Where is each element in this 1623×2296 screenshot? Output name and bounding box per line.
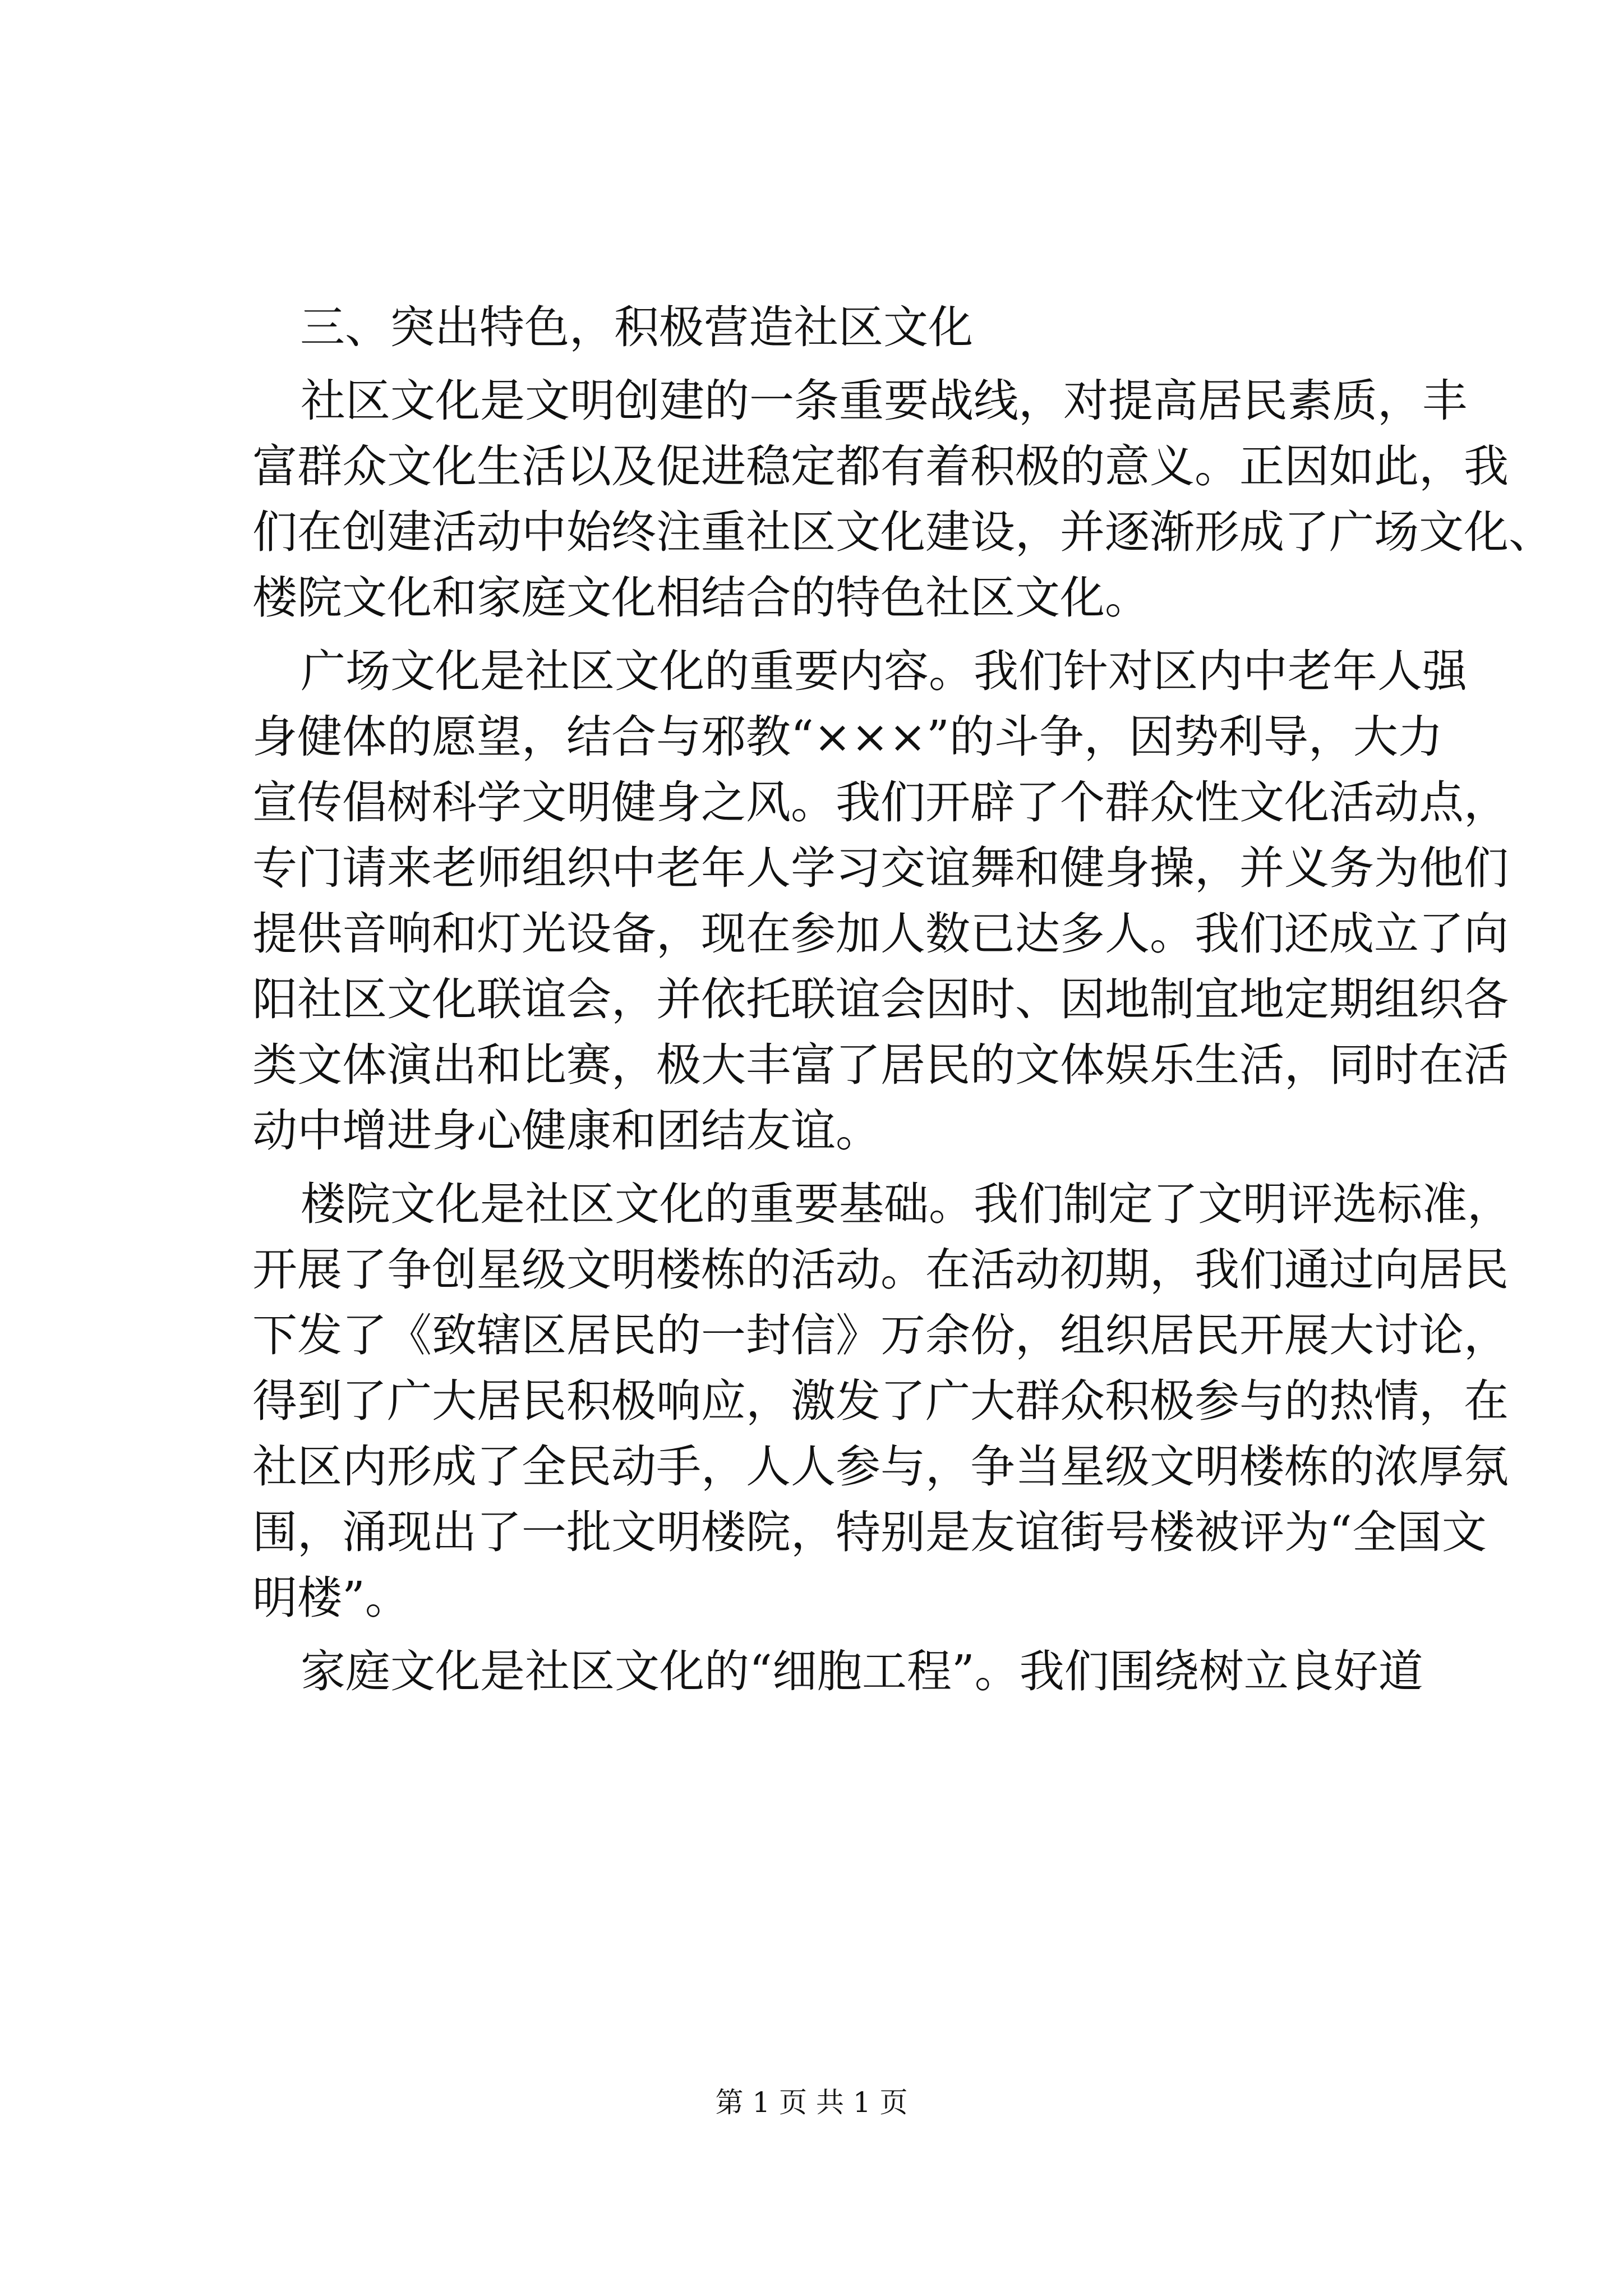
paragraph-line: 社区内形成了全民动手，人人参与，争当星级文明楼栋的浓厚氛: [252, 1441, 1509, 1493]
paragraph-line: 得到了广大居民积极响应，激发了广大群众积极参与的热情，在: [252, 1375, 1509, 1427]
paragraph-3: [252, 1171, 1512, 1631]
paragraph-2: [252, 638, 1509, 1163]
paragraph-line: 类文体演出和比赛，极大丰富了居民的文体娱乐生活，同时在活: [252, 1039, 1509, 1091]
paragraph-line: 提供音响和灯光设备，现在参加人数已达多人。我们还成立了向: [252, 908, 1509, 960]
paragraph-line: 们在创建活动中始终注重社区文化建设，并逐渐形成了广场文化、: [252, 506, 1553, 558]
paragraph-line: 身健体的愿望，结合与邪教“×××”的斗争，因势利导，大力: [252, 711, 1443, 763]
paragraph-line: 广场文化是社区文化的重要内容。我们针对区内中老年人强: [301, 645, 1467, 697]
paragraph-line: 社区文化是文明创建的一条重要战线，对提高居民素质，丰: [301, 375, 1467, 427]
paragraph-line: 动中增进身心健康和团结友谊。: [252, 1105, 880, 1157]
paragraph-line: 围，涌现出了一批文明楼院，特别是友谊街号楼被评为“全国文: [252, 1506, 1487, 1558]
paragraph-line: 宣传倡树科学文明健身之风。我们开辟了个群众性文化活动点，: [252, 776, 1509, 829]
paragraph-line: 楼院文化和家庭文化相结合的特色社区文化。: [252, 572, 1150, 624]
paragraph-line: 富群众文化生活以及促进稳定都有着积极的意义。正因如此，我: [252, 440, 1509, 493]
paragraph-line: 楼院文化是社区文化的重要基础。我们制定了文明评选标准，: [301, 1178, 1512, 1230]
page-footer: 第 1 页 共 1 页: [715, 2086, 908, 2119]
paragraph-line: 明楼”。: [252, 1572, 410, 1624]
paragraph-line: 开展了争创星级文明楼栋的活动。在活动初期，我们通过向居民: [252, 1244, 1509, 1296]
paragraph-line: 家庭文化是社区文化的“细胞工程”。我们围绕树立良好道: [301, 1645, 1423, 1697]
document-body: [252, 295, 1553, 1704]
paragraph-line: 下发了《致辖区居民的一封信》万余份，组织居民开展大讨论，: [252, 1309, 1509, 1361]
section-heading: 三、突出特色，积极营造社区文化: [300, 301, 973, 353]
paragraph-line: 专门请来老师组织中老年人学习交谊舞和健身操，并义务为他们: [252, 842, 1509, 894]
paragraph-4: [252, 1639, 1423, 1704]
paragraph-1: [252, 368, 1553, 631]
paragraph-line: 阳社区文化联谊会，并依托联谊会因时、因地制宜地定期组织各: [252, 973, 1509, 1025]
